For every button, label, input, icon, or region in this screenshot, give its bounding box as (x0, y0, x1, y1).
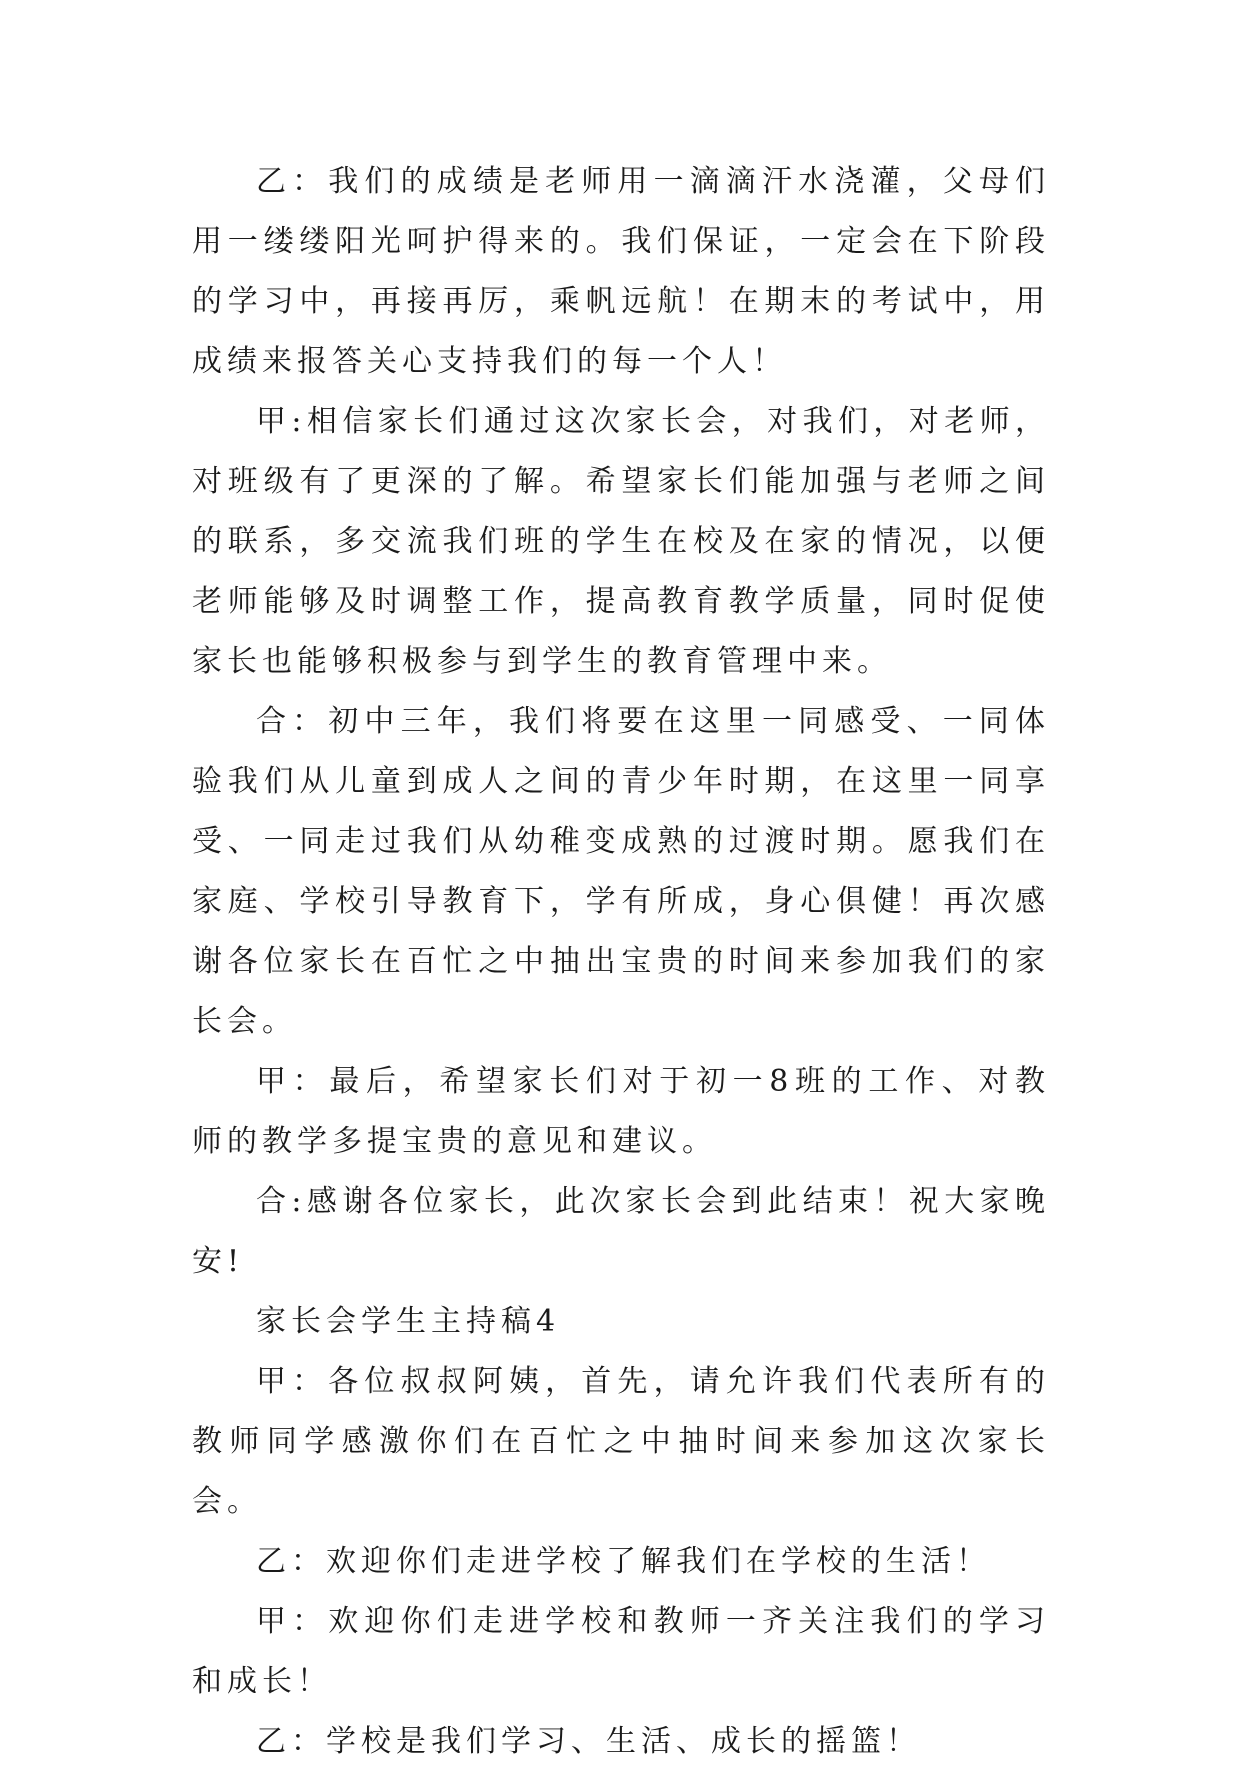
document-page (192, 152, 1050, 1772)
paragraph: 甲：欢迎你们走进学校和教师一齐关注我们的学习和成长！ (192, 1604, 1050, 1699)
section-title: 家长会学生主持稿4 (256, 1304, 561, 1339)
paragraph: 合:感谢各位家长，此次家长会到此结束！祝大家晚安! (192, 1184, 1050, 1279)
paragraph: 合：初中三年，我们将要在这里一同感受、一同体验我们从儿童到成人之间的青少年时期，在这里一同享受、一同走过我们从幼稚变成熟的过渡时期。愿我们在家庭、学校引导教育下，学有所成，身心俱健！再次感谢各位家长在百忙之中抽出宝贵的时间来参加我们的家长会。 (192, 704, 1050, 1039)
paragraph: 乙：我们的成绩是老师用一滴滴汗水浇灌，父母们用一缕缕阳光呵护得来的。我们保证，一定会在下阶段的学习中，再接再厉，乘帆远航！在期末的考试中，用成绩来报答关心支持我们的每一个人！ (192, 164, 1050, 379)
paragraph: 甲：各位叔叔阿姨，首先，请允许我们代表所有的教师同学感激你们在百忙之中抽时间来参加这次家长会。 (192, 1364, 1050, 1519)
paragraph: 甲：最后，希望家长们对于初一8班的工作、对教师的教学多提宝贵的意见和建议。 (192, 1064, 1050, 1159)
paragraph: 乙：学校是我们学习、生活、成长的摇篮！ (256, 1724, 921, 1759)
paragraph: 乙：欢迎你们走进学校了解我们在学校的生活！ (256, 1544, 991, 1579)
paragraph: 甲:相信家长们通过这次家长会，对我们，对老师，对班级有了更深的了解。希望家长们能加强与老师之间的联系，多交流我们班的学生在校及在家的情况，以便老师能够及时调整工作，提高教育教学质量，同时促使家长也能够积极参与到学生的教育管理中来。 (192, 404, 1050, 679)
